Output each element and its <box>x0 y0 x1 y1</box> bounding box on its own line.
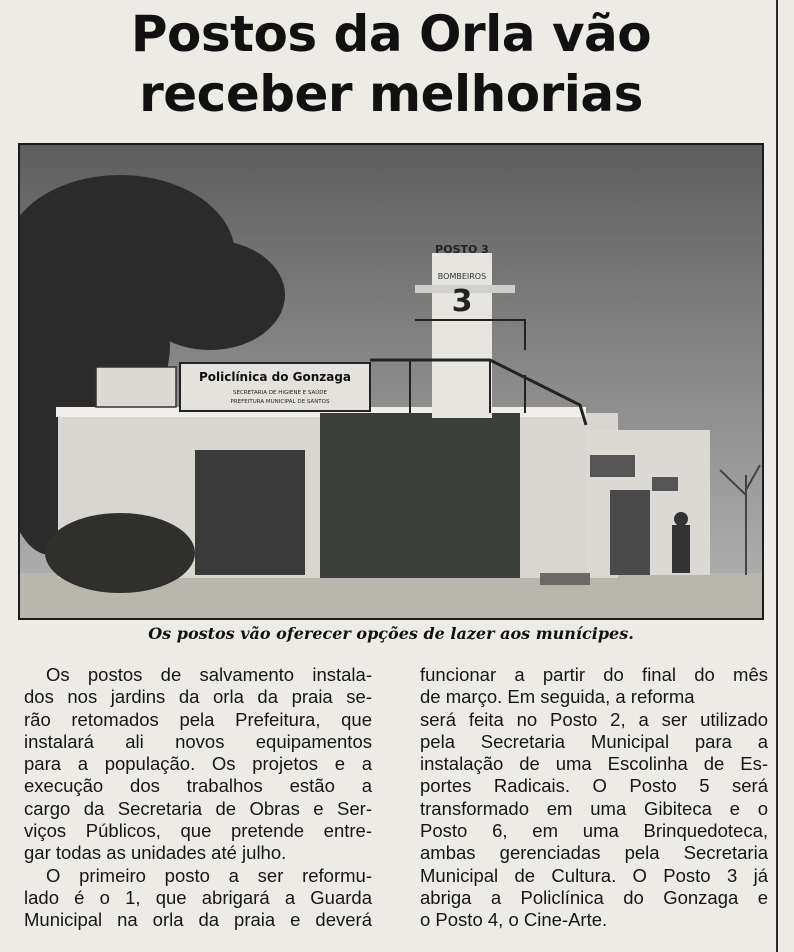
text-line: viços Públicos, que pretende entre- <box>24 820 372 842</box>
text-line: pela Secretaria Municipal para a <box>420 730 768 752</box>
column-rule <box>776 0 778 952</box>
tower-sub: BOMBEIROS <box>437 272 487 281</box>
text-line: para a população. Os projetos e a <box>24 753 372 775</box>
headline <box>20 4 762 124</box>
text-line: cargo da Secretaria de Obras e Ser- <box>24 797 372 819</box>
photo-shrub <box>45 513 195 593</box>
text-line: rão retomados pela Prefeitura, que <box>24 708 372 730</box>
article-photo <box>18 143 764 620</box>
article-column-left <box>24 664 372 932</box>
text-line: o Posto 4, o Cine-Arte. <box>420 909 608 931</box>
headline-line-2: receber melhorias <box>139 65 643 123</box>
text-line: portes Radicais. O Posto 5 será <box>420 775 768 797</box>
text-line: Posto 6, em uma Brinquedoteca, <box>420 820 768 842</box>
photo-caption: Os postos vão oferecer opções de lazer aos munícipes. <box>148 624 634 643</box>
article-column-right <box>420 664 768 932</box>
text-line: funcionar a partir do final do mês <box>420 664 768 685</box>
text-line: ambas gerenciadas pela Secretaria <box>420 842 768 864</box>
sign-line-2: PREFEITURA MUNICIPAL DE SANTOS <box>230 399 330 405</box>
photo-person <box>672 525 690 573</box>
text-line: Municipal de Cultura. O Posto 3 já <box>420 864 768 886</box>
text-line: execução dos trabalhos estão a <box>24 775 372 797</box>
text-line: lado é o 1, que abrigará a Guarda <box>24 886 372 908</box>
text-line: instalação de uma Escolinha de Es- <box>420 753 768 775</box>
text-line: de março. Em seguida, a reforma <box>420 686 695 708</box>
headline-line-1: Postos da Orla vão <box>130 5 652 63</box>
text-line: Municipal na orla da praia e deverá <box>24 909 372 931</box>
text-line: O primeiro posto a ser reformu- <box>46 864 372 886</box>
tower-number: 3 <box>451 284 473 319</box>
text-line: transformado em uma Gibiteca e o <box>420 797 768 819</box>
text-line: instalará ali novos equipamentos <box>24 730 372 752</box>
photo-small-sign <box>96 367 176 407</box>
text-line: Os postos de salvamento instala- <box>46 664 372 685</box>
sign-title: Policlínica do Gonzaga <box>198 370 352 384</box>
photo-bench <box>540 573 590 585</box>
photo-sign <box>180 363 370 411</box>
text-line: será feita no Posto 2, a ser utilizado <box>420 708 768 730</box>
text-line: gar todas as unidades até julho. <box>24 842 287 864</box>
sign-line-1: SECRETARIA DE HIGIENE E SAÚDE <box>233 390 327 396</box>
text-line: dos nos jardins da orla da praia se- <box>24 686 372 708</box>
tower-label: POSTO 3 <box>435 243 489 256</box>
text-line: abriga a Policlínica do Gonzaga e <box>420 886 768 908</box>
